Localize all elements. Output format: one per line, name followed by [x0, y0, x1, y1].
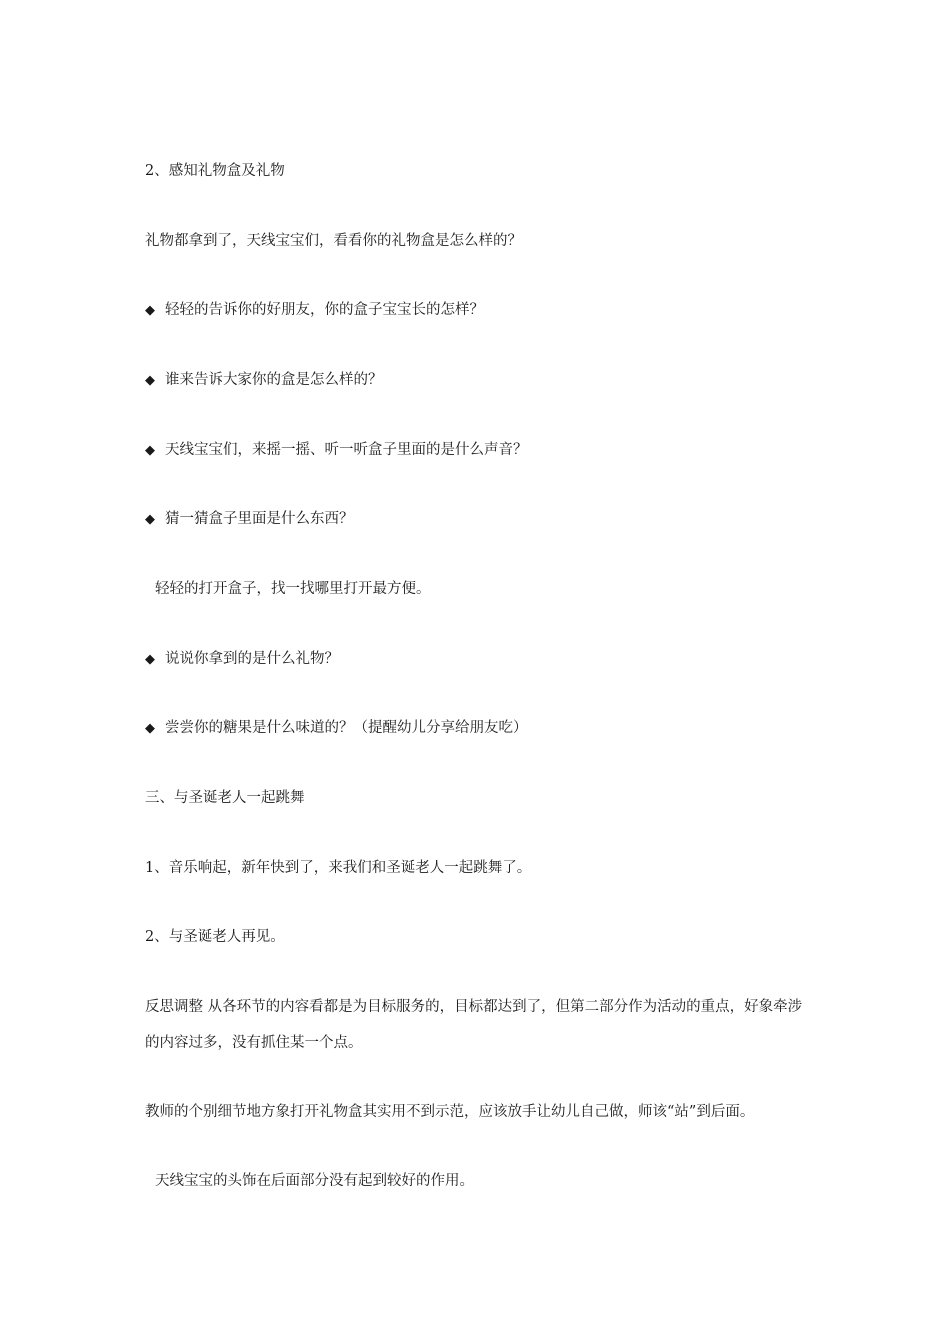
diamond-bullet-icon: ◆ [145, 303, 155, 318]
diamond-bullet-icon: ◆ [145, 721, 155, 736]
bullet-item-taste-candy [145, 718, 825, 739]
bullet-item-tell-everyone [145, 370, 825, 391]
paragraph-teacher-details [145, 1102, 825, 1122]
paragraph-intro-question [145, 231, 825, 251]
diamond-bullet-icon: ◆ [145, 373, 155, 388]
paragraph-text: 礼物都拿到了，天线宝宝们，看看你的礼物盒是怎么样的？ [145, 233, 522, 249]
paragraph-text: 天线宝宝的头饰在后面部分没有起到较好的作用。 [155, 1173, 474, 1189]
bullet-text: 谁来告诉大家你的盒是怎么样的？ [165, 372, 383, 388]
paragraph-goodbye [145, 927, 825, 947]
bullet-text: 轻轻的告诉你的好朋友，你的盒子宝宝长的怎样？ [165, 302, 484, 318]
diamond-bullet-icon: ◆ [145, 512, 155, 527]
bullet-item-what-gift [145, 649, 825, 670]
paragraph-open-box [145, 579, 835, 599]
paragraph-text: 三、与圣诞老人一起跳舞 [145, 790, 305, 806]
diamond-bullet-icon: ◆ [145, 443, 155, 458]
bullet-text: 说说你拿到的是什么礼物？ [165, 651, 339, 667]
bullet-text: 尝尝你的糖果是什么味道的？（提醒幼儿分享给朋友吃） [165, 720, 528, 736]
paragraph-text: 1、音乐响起，新年快到了，来我们和圣诞老人一起跳舞了。 [145, 860, 532, 876]
paragraph-text: 2、与圣诞老人再见。 [145, 929, 285, 945]
paragraph-headwear [145, 1171, 835, 1191]
section-heading-dance [145, 788, 825, 808]
bullet-item-tell-friend [145, 300, 825, 321]
paragraph-text: 轻轻的打开盒子，找一找哪里打开最方便。 [155, 581, 431, 597]
bullet-item-shake-listen [145, 440, 825, 461]
diamond-bullet-icon: ◆ [145, 652, 155, 667]
bullet-text: 猜一猜盒子里面是什么东西？ [165, 511, 354, 527]
paragraph-text: 反思调整 从各环节的内容看都是为目标服务的，目标都达到了，但第二部分作为活动的重点，好象牵涉的内容过多，没有抓住某一个点。 [145, 999, 803, 1051]
bullet-item-guess [145, 509, 825, 530]
bullet-text: 天线宝宝们，来摇一摇、听一听盒子里面的是什么声音？ [165, 442, 528, 458]
paragraph-text: 2、感知礼物盒及礼物 [145, 163, 285, 179]
paragraph-text: 教师的个别细节地方象打开礼物盒其实用不到示范，应该放手让幼儿自己做，师该“站”到后面。 [145, 1104, 755, 1120]
paragraph-reflection [145, 989, 815, 1061]
section-heading-perceive-gift-box [145, 161, 825, 181]
paragraph-music-starts [145, 858, 825, 878]
